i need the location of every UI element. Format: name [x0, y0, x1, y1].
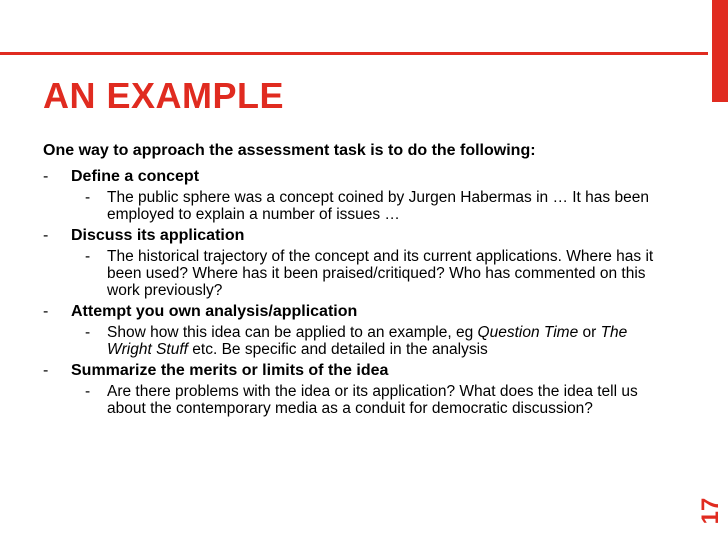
item-heading: Attempt you own analysis/application	[71, 303, 358, 320]
sub-item	[43, 248, 663, 299]
slide-number: 17	[697, 497, 724, 525]
bullet-dash: -	[43, 168, 49, 185]
bullet-dash: -	[43, 362, 49, 379]
slide-title: AN EXAMPLE	[43, 75, 285, 116]
item-heading: Define a concept	[71, 168, 200, 185]
sub-text-part: or	[578, 324, 601, 341]
example-title: The Wright Stuff	[107, 324, 628, 358]
list-item	[43, 225, 663, 246]
sub-item-text: Are there problems with the idea or its application? What does the idea tell us about the contemporary media as a conduit for democratic discussion?	[107, 383, 638, 417]
list-item	[43, 360, 663, 381]
accent-rule	[0, 52, 708, 55]
list-item	[43, 166, 663, 187]
sub-text-part: Show how this idea can be applied to an example, eg	[107, 324, 478, 341]
sub-bullet-dash: -	[85, 324, 91, 341]
sub-item	[43, 324, 663, 358]
sub-item	[43, 383, 663, 417]
intro-text: One way to approach the assessment task is to do the following:	[43, 142, 536, 159]
sub-bullet-dash: -	[85, 189, 91, 206]
bullet-dash: -	[43, 227, 49, 244]
example-title: Question Time	[477, 324, 579, 341]
bullet-dash: -	[43, 303, 49, 320]
sub-item-text: The historical trajectory of the concept and its current applications. Where has it been used? Where has it been praised/critiqued? Who has commented on this work previously?	[107, 248, 654, 299]
item-heading: Summarize the merits or limits of the idea	[71, 362, 389, 379]
slide-body	[43, 140, 663, 419]
item-heading: Discuss its application	[71, 227, 245, 244]
sub-item-text: The public sphere was a concept coined by Jurgen Habermas in … It has been employed to explain a number of issues …	[107, 189, 649, 223]
sub-bullet-dash: -	[85, 383, 91, 400]
sub-item-text	[107, 324, 663, 358]
sub-item	[43, 189, 663, 223]
list-item	[43, 301, 663, 322]
sub-bullet-dash: -	[85, 248, 91, 265]
accent-bar	[712, 0, 728, 102]
sub-text-part: etc. Be specific and detailed in the analysis	[187, 341, 488, 358]
